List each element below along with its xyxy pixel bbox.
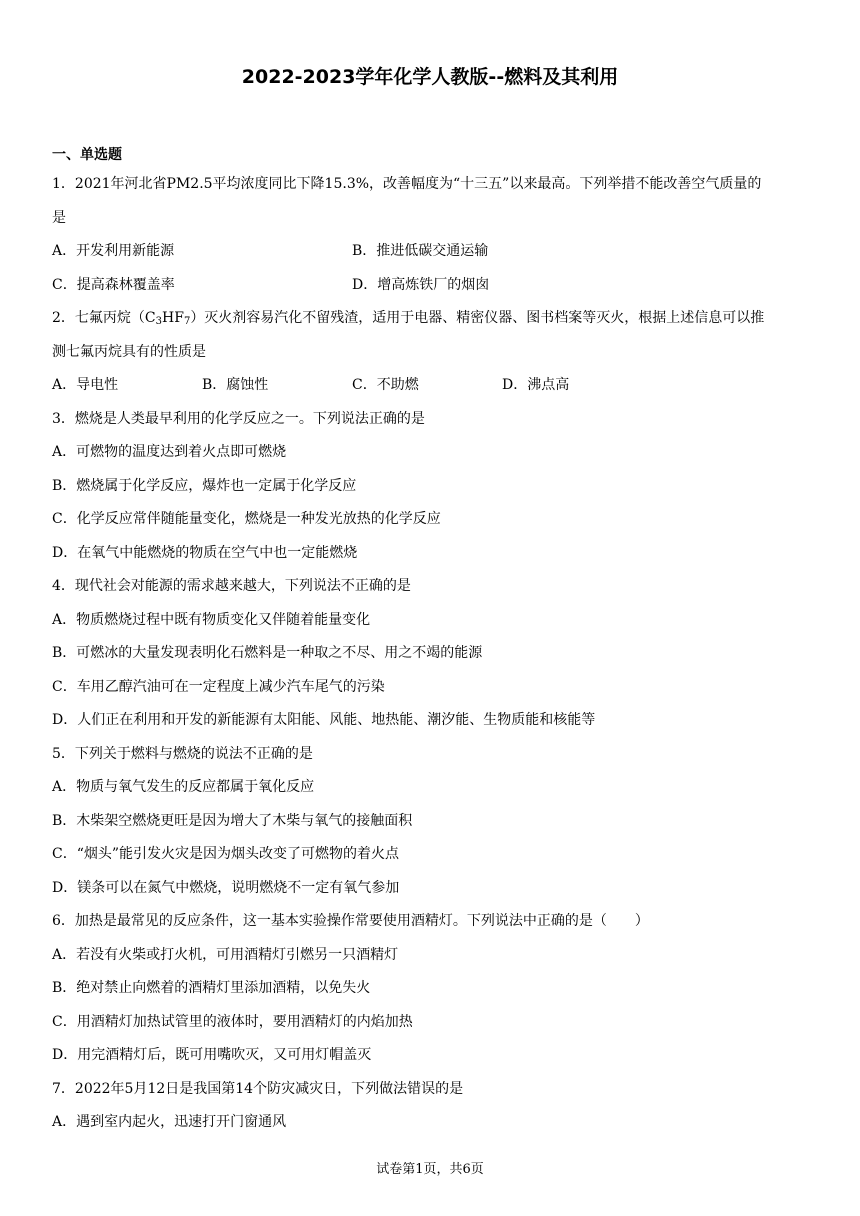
question-3-stem: 3．燃烧是人类最早利用的化学反应之一。下列说法正确的是 xyxy=(52,410,425,427)
option-d: D．用完酒精灯后，既可用嘴吹灭，又可用灯帽盖灭 xyxy=(52,1047,372,1063)
q2-text-mid: HF xyxy=(162,310,184,326)
option-b: B．燃烧属于化学反应，爆炸也一定属于化学反应 xyxy=(52,477,357,494)
option-a: A．物质与氧气发生的反应都属于氧化反应 xyxy=(52,779,315,795)
question-1-options-ab xyxy=(52,235,812,269)
option-c: C．“烟头”能引发火灾是因为烟头改变了可燃物的着火点 xyxy=(52,846,400,862)
option-a: A．若没有火柴或打火机，可用酒精灯引燃另一只酒精灯 xyxy=(52,946,399,963)
q2-text-pre: 2．七氟丙烷（C xyxy=(52,310,156,326)
option-d: D．沸点高 xyxy=(502,377,570,393)
question-1-options-cd xyxy=(52,269,812,303)
option-c: C．车用乙醇汽油可在一定程度上减少汽车尾气的污染 xyxy=(52,678,385,695)
option-d: D．镁条可以在氮气中燃烧，说明燃烧不一定有氧气参加 xyxy=(52,879,400,896)
section-heading: 一、单选题 xyxy=(52,147,122,163)
question-6-stem: 6．加热是最常见的反应条件，这一基本实验操作常要使用酒精灯。下列说法中正确的是（ ） xyxy=(52,913,649,929)
option-b: B．绝对禁止向燃着的酒精灯里添加酒精，以免失火 xyxy=(52,980,371,996)
question-2-stem xyxy=(52,302,812,336)
option-b: B．木柴架空燃烧更旺是因为增大了木柴与氧气的接触面积 xyxy=(52,812,413,829)
option-b: B．可燃冰的大量发现表明化石燃料是一种取之不尽、用之不竭的能源 xyxy=(52,645,483,661)
page-title: 2022-2023学年化学人教版--燃料及其利用 xyxy=(241,66,619,88)
question-5-stem: 5．下列关于燃料与燃烧的说法不正确的是 xyxy=(52,745,313,762)
option-c: C．不助燃 xyxy=(352,377,419,393)
q2-sub-7: 7 xyxy=(183,316,191,327)
option-b: B．推进低碳交通运输 xyxy=(352,243,489,259)
option-a: A．开发利用新能源 xyxy=(52,243,175,259)
option-c: C．用酒精灯加热试管里的液体时，要用酒精灯的内焰加热 xyxy=(52,1013,413,1030)
question-1-stem-cont: 是 xyxy=(52,209,66,226)
option-d: D．在氧气中能燃烧的物质在空气中也一定能燃烧 xyxy=(52,544,358,561)
option-b: B．腐蚀性 xyxy=(202,377,269,393)
option-d: D．增高炼铁厂的烟囱 xyxy=(352,276,490,293)
question-list xyxy=(52,168,812,1140)
question-1-stem: 1．2021年河北省PM2.5平均浓度同比下降15.3%，改善幅度为“十三五”以来最高。下列举措不能改善空气质量的 xyxy=(52,176,762,192)
option-a: A．导电性 xyxy=(52,377,119,393)
question-2-stem-cont: 测七氟丙烷具有的性质是 xyxy=(52,343,206,360)
page-footer: 试卷第1页，共6页 xyxy=(376,1162,484,1177)
option-a: A．可燃物的温度达到着火点即可燃烧 xyxy=(52,444,287,460)
option-c: C．化学反应常伴随能量变化，燃烧是一种发光放热的化学反应 xyxy=(52,511,441,527)
option-c: C．提高森林覆盖率 xyxy=(52,276,175,293)
question-7-stem: 7．2022年5月12日是我国第14个防灾减灾日，下列做法错误的是 xyxy=(52,1080,464,1097)
question-4-stem: 4．现代社会对能源的需求越来越大，下列说法不正确的是 xyxy=(52,578,411,594)
option-a: A．物质燃烧过程中既有物质变化又伴随着能量变化 xyxy=(52,611,371,628)
question-2-options xyxy=(52,369,812,403)
q2-text-post: ）灭火剂容易汽化不留残渣，适用于电器、精密仪器、图书档案等灭火，根据上述信息可以推 xyxy=(190,310,765,326)
option-a: A．遇到室内起火，迅速打开门窗通风 xyxy=(52,1114,287,1130)
option-d: D．人们正在利用和开发的新能源有太阳能、风能、地热能、潮汐能、生物质能和核能等 xyxy=(52,712,596,728)
q2-sub-3: 3 xyxy=(155,316,162,327)
